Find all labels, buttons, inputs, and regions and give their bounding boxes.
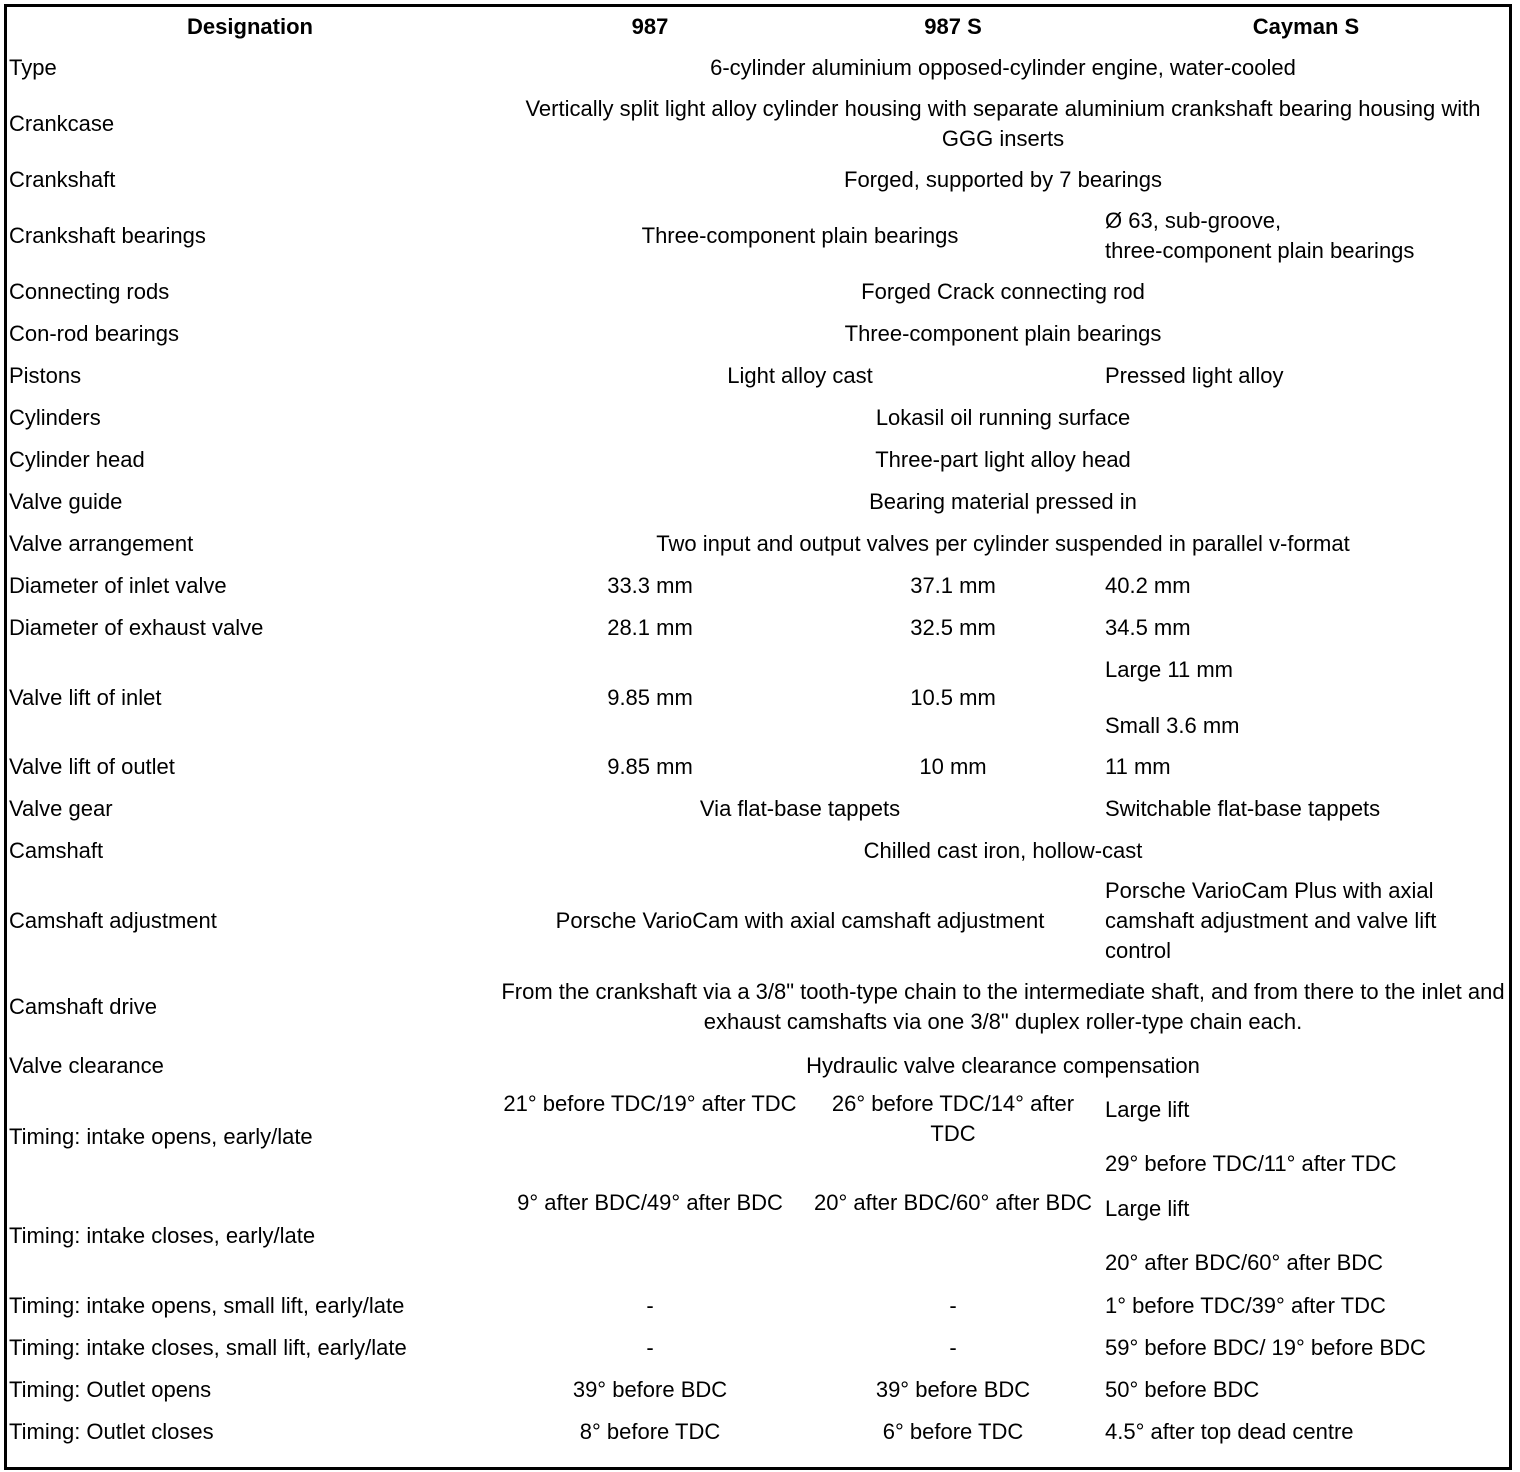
value-987: -: [646, 1293, 654, 1318]
value-987: 28.1 mm: [607, 615, 693, 640]
row-label: Valve guide: [9, 489, 123, 514]
row-label: Diameter of inlet valve: [9, 573, 227, 598]
value-all: Two input and output valves per cylinder suspended in parallel v-format: [656, 531, 1350, 556]
value-987s: 26° before TDC/14° after TDC: [831, 1091, 1075, 1146]
row-label: Valve lift of outlet: [9, 754, 175, 779]
row-label: Camshaft adjustment: [9, 907, 217, 933]
row-label: Valve clearance: [9, 1053, 164, 1078]
value-cayman: 40.2 mm: [1105, 573, 1191, 598]
table-row: [7, 47, 1509, 89]
value-987s: 6° before TDC: [882, 1419, 1024, 1444]
row-label: Timing: intake opens, small lift, early/late: [9, 1293, 405, 1318]
value-987-987s: Light alloy cast: [727, 363, 873, 388]
table-row: [7, 523, 1509, 565]
value-987: 8° before TDC: [579, 1419, 721, 1444]
value-cayman: Pressed light alloy: [1105, 363, 1284, 388]
table-row: [7, 313, 1509, 355]
table-row: [7, 607, 1509, 649]
table-row: [7, 872, 1509, 969]
value-all: Vertically split light alloy cylinder housing with separate aluminium crankshaft bearing housing with GGG inserts: [525, 96, 1481, 151]
value-line: Ø 63, sub-groove,: [1105, 208, 1282, 233]
table-row: [7, 1327, 1509, 1369]
header-row: [7, 7, 1509, 47]
value-all: Three-component plain bearings: [844, 321, 1162, 346]
table-row: [7, 159, 1509, 201]
value-all: Bearing material pressed in: [869, 489, 1137, 514]
row-label: Cylinders: [9, 405, 101, 430]
value-all: Chilled cast iron, hollow-cast: [863, 838, 1143, 863]
value-cayman: [1103, 1186, 1509, 1285]
value-cayman: 11 mm: [1105, 754, 1171, 779]
value-987: 21° before TDC/19° after TDC: [503, 1091, 797, 1116]
value-987s: 20° after BDC/60° after BDC: [813, 1190, 1093, 1215]
row-label: Diameter of exhaust valve: [9, 615, 264, 640]
value-cayman: 50° before BDC: [1105, 1377, 1260, 1402]
table-row: [7, 746, 1509, 788]
value-987: -: [646, 1335, 654, 1360]
table-row: [7, 1411, 1509, 1453]
table-row: [7, 397, 1509, 439]
row-label: Crankshaft: [9, 167, 116, 192]
row-label: Crankshaft bearings: [9, 223, 206, 248]
value-line: Large lift: [1105, 1096, 1190, 1122]
header-designation: Designation: [187, 14, 313, 39]
spec-table-frame: [4, 4, 1512, 1470]
row-label: Cylinder head: [9, 447, 145, 472]
value-line: 29° before TDC/11° after TDC: [1105, 1150, 1397, 1176]
value-987-987s: Via flat-base tappets: [699, 796, 901, 821]
row-label: Timing: intake opens, early/late: [9, 1123, 313, 1149]
table-row: [7, 89, 1509, 159]
table-row: [7, 969, 1509, 1045]
row-label: Timing: Outlet closes: [9, 1419, 214, 1444]
table-row: [7, 649, 1509, 746]
value-987-987s: Three-component plain bearings: [641, 223, 959, 248]
table-row: [7, 1186, 1509, 1285]
row-label: Pistons: [9, 363, 82, 388]
value-987s: -: [949, 1335, 957, 1360]
value-all: Forged, supported by 7 bearings: [844, 167, 1162, 192]
value-987: 33.3 mm: [607, 573, 693, 598]
table-row: [7, 481, 1509, 523]
value-line: Large lift: [1105, 1195, 1190, 1221]
row-label: Con-rod bearings: [9, 321, 179, 346]
table-row: [7, 1087, 1509, 1186]
row-label: Valve lift of inlet: [9, 684, 162, 710]
table-row: [7, 1045, 1509, 1087]
value-all: Hydraulic valve clearance compensation: [806, 1053, 1200, 1078]
value-cayman: [1103, 649, 1509, 746]
row-label: Timing: intake closes, early/late: [9, 1222, 316, 1248]
value-cayman: Porsche VarioCam Plus with axial camshaft adjustment and valve lift control: [1105, 877, 1437, 963]
table-row: [7, 830, 1509, 872]
value-all: Forged Crack connecting rod: [861, 279, 1145, 304]
value-987: 39° before BDC: [572, 1377, 728, 1402]
row-label: Timing: intake closes, small lift, early/late: [9, 1335, 407, 1360]
row-label: Camshaft: [9, 838, 104, 863]
table-row: [7, 565, 1509, 607]
table-row: [7, 439, 1509, 481]
table-row: [7, 355, 1509, 397]
value-987s: 10 mm: [919, 754, 987, 779]
value-cayman: 34.5 mm: [1105, 615, 1191, 640]
value-987s: 32.5 mm: [910, 615, 996, 640]
value-cayman: 4.5° after top dead centre: [1105, 1419, 1354, 1444]
header-987s: 987 S: [924, 14, 982, 39]
header-cayman-s: Cayman S: [1252, 14, 1360, 39]
table-row: [7, 201, 1509, 271]
value-cayman: 59° before BDC/ 19° before BDC: [1105, 1335, 1426, 1360]
value-cayman: 1° before TDC/39° after TDC: [1105, 1293, 1386, 1318]
value-line: three-component plain bearings: [1105, 238, 1415, 263]
row-label: Type: [9, 55, 57, 80]
value-987s: 10.5 mm: [910, 684, 996, 710]
row-label: Valve arrangement: [9, 531, 194, 556]
value-987s: 37.1 mm: [910, 573, 996, 598]
row-label: Camshaft drive: [9, 994, 157, 1019]
value-all: Three-part light alloy head: [875, 447, 1131, 472]
value-987s: 39° before BDC: [875, 1377, 1031, 1402]
value-all: From the crankshaft via a 3/8" tooth-type chain to the intermediate shaft, and from there to the inlet and exhaust camshafts via one 3/8" duplex roller-type chain each.: [501, 979, 1505, 1034]
value-987s: -: [949, 1293, 957, 1318]
header-987: 987: [631, 14, 669, 39]
value-cayman: [1103, 201, 1509, 271]
value-line: 20° after BDC/60° after BDC: [1105, 1249, 1384, 1275]
value-all: Lokasil oil running surface: [875, 405, 1131, 430]
value-cayman: [1103, 1087, 1509, 1186]
table-row: [7, 788, 1509, 830]
value-line: Large 11 mm: [1105, 656, 1233, 682]
table-row: [7, 271, 1509, 313]
value-line: Small 3.6 mm: [1105, 712, 1240, 738]
value-987-987s: Porsche VarioCam with axial camshaft adjustment: [555, 907, 1045, 933]
row-label: Valve gear: [9, 796, 113, 821]
table-row: [7, 1285, 1509, 1327]
row-label: Timing: Outlet opens: [9, 1377, 212, 1402]
value-cayman: Switchable flat-base tappets: [1105, 796, 1381, 821]
row-label: Connecting rods: [9, 279, 170, 304]
row-label: Crankcase: [9, 111, 115, 136]
value-all: 6-cylinder aluminium opposed-cylinder engine, water-cooled: [710, 55, 1296, 80]
value-987: 9.85 mm: [607, 754, 693, 779]
engine-spec-table: [7, 7, 1509, 1453]
value-987: 9° after BDC/49° after BDC: [517, 1190, 783, 1215]
table-row: [7, 1369, 1509, 1411]
value-987: 9.85 mm: [607, 684, 693, 710]
